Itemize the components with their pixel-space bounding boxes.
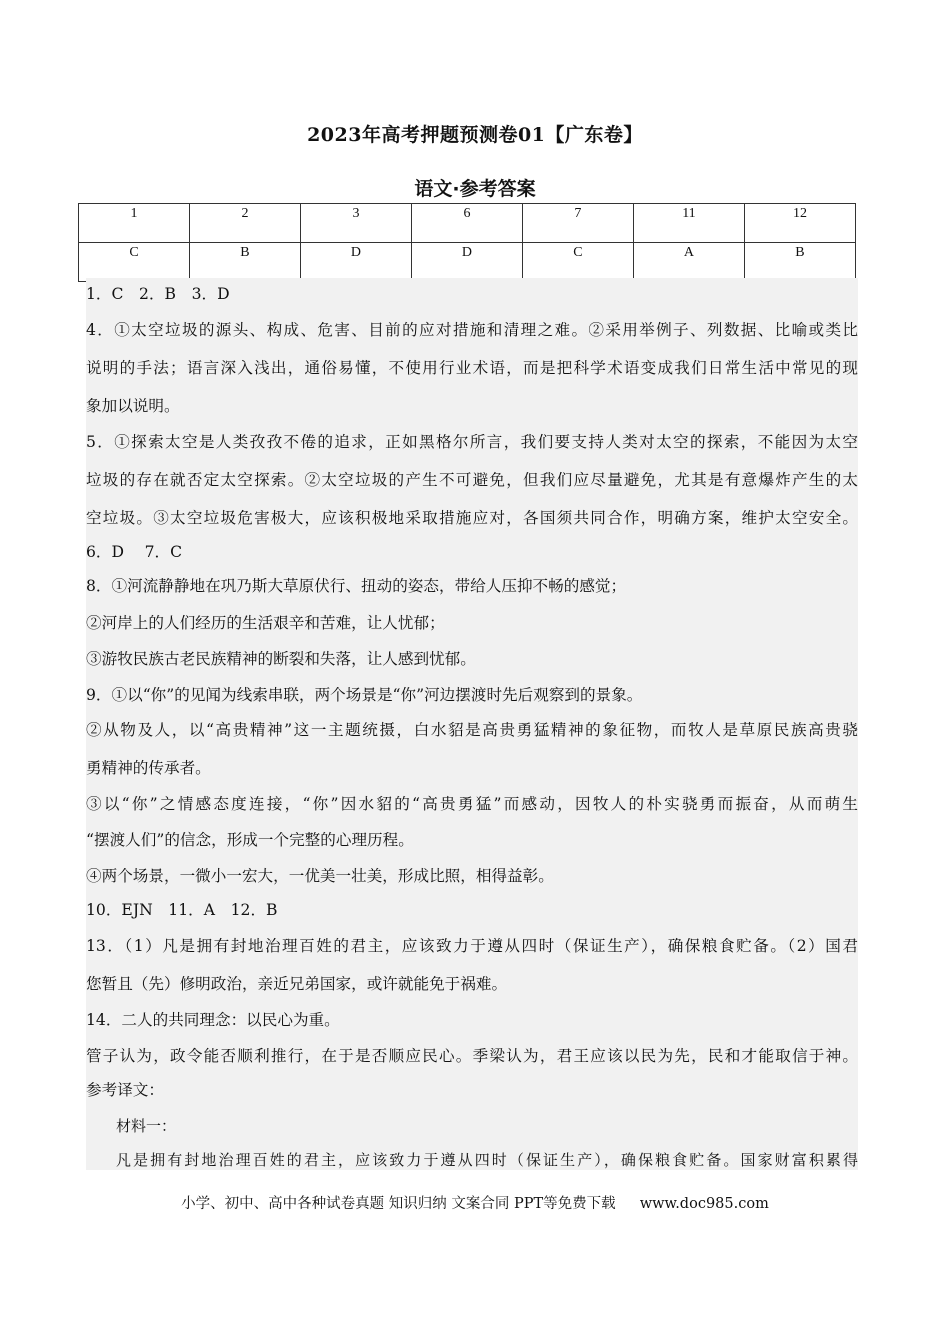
answer-line: ③游牧民族古老民族精神的断裂和失落，让人感到忧郁。 [86,650,476,668]
answer-line: 您暂且（先）修明政治，亲近兄弟国家，或许就能免于祸难。 [86,975,508,993]
answer-line: ②从物及人，以“高贵精神”这一主题统摄，白水貂是高贵勇猛精神的象征物，而牧人是草原民族高贵骁 [86,721,858,739]
answer-line: 13．（1）凡是拥有封地治理百姓的君主，应该致力于遵从四时（保证生产），确保粮食贮备。（2）国君 [86,937,858,955]
answer-line: 说明的手法；语言深入浅出，通俗易懂，不使用行业术语，而是把科学术语变成我们日常生活中常见的现 [86,359,858,377]
answer-line: 勇精神的传承者。 [86,759,211,777]
question-number-cell: 7 [522,204,633,243]
answer-line: 材料一： [116,1117,177,1135]
footer-url[interactable]: www.doc985.com [639,1196,769,1212]
question-number-cell: 3 [300,204,411,243]
answer-line: 凡是拥有封地治理百姓的君主，应该致力于遵从四时（保证生产），确保粮食贮备。国家财富积累得 [116,1151,858,1169]
answer-cell: C [79,243,190,282]
answer-line: 管子认为，政令能否顺利推行，在于是否顺应民心。季梁认为，君王应该以民为先，民和才能取信于神。 [86,1047,858,1065]
answer-line: 5．①探索太空是人类孜孜不倦的追求，正如黑格尔所言，我们要支持人类对太空的探索，不能因为太空 [86,433,858,451]
document-title: 2023年高考押题预测卷01【广东卷】 [307,124,643,146]
answer-line: 象加以说明。 [86,397,180,415]
answer-line: 参考译文： [86,1081,164,1099]
answer-line: 1．C 2．B 3．D [86,285,230,303]
answer-content [86,278,858,1170]
answer-line: ③以“你”之情感态度连接，“你”因水貂的“高贵勇猛”而感动，因牧人的朴实骁勇而振奋，从而萌生 [86,795,858,813]
answer-cell: B [744,243,855,282]
question-number-cell: 12 [744,204,855,243]
question-number-cell: 11 [633,204,744,243]
answer-line: ②河岸上的人们经历的生活艰辛和苦难，让人忧郁； [86,614,445,632]
answer-table-answer-row [79,243,856,282]
answer-line: 14．二人的共同理念：以民心为重。 [86,1011,340,1029]
page-footer [0,1192,950,1213]
answer-table-header-row [79,204,856,243]
answer-line: 4．①太空垃圾的源头、构成、危害、目前的应对措施和清理之难。②采用举例子、列数据、比喻或类比 [86,321,858,339]
answer-cell: A [633,243,744,282]
answer-cell: D [411,243,522,282]
answer-table [78,203,856,282]
answer-line: “摆渡人们”的信念，形成一个完整的心理历程。 [86,831,414,849]
answer-line: 10．EJN 11．A 12．B [86,901,278,919]
answer-line: 9．①以“你”的见闻为线索串联，两个场景是“你”河边摆渡时先后观察到的景象。 [86,686,643,704]
answer-line: 6．D 7．C [86,543,183,561]
question-number-cell: 6 [411,204,522,243]
footer-text: 小学、初中、高中各种试卷真题 知识归纳 文案合同 PPT等免费下载 [181,1196,616,1212]
answer-cell: D [300,243,411,282]
answer-cell: B [189,243,300,282]
answer-line: 空垃圾。③太空垃圾危害极大，应该积极地采取措施应对，各国须共同合作，明确方案，维护太空安全。 [86,509,858,527]
question-number-cell: 1 [79,204,190,243]
question-number-cell: 2 [189,204,300,243]
answer-line: ④两个场景，一微小一宏大，一优美一壮美，形成比照，相得益彰。 [86,867,554,885]
answer-line: 8．①河流静静地在巩乃斯大草原伏行、扭动的姿态，带给人压抑不畅的感觉； [86,577,627,595]
answer-cell: C [522,243,633,282]
answer-line: 垃圾的存在就否定太空探索。②太空垃圾的产生不可避免，但我们应尽量避免，尤其是有意爆炸产生的太 [86,471,858,489]
document-subtitle: 语文·参考答案 [414,178,536,200]
